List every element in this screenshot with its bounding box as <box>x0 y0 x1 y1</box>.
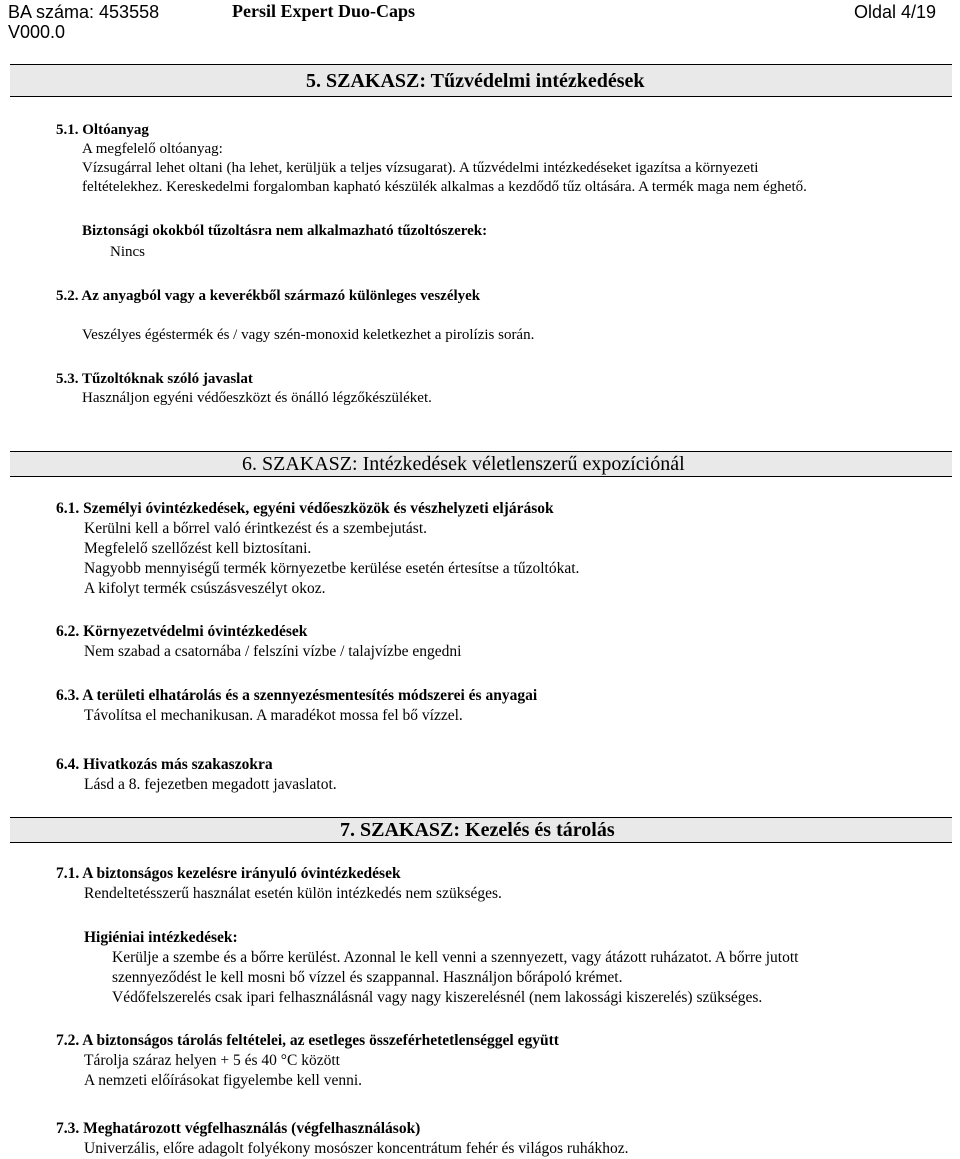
hygiene-line: szennyeződést le kell mosni bő vízzel és szappannal. Használjon bőrápoló krémet. <box>112 969 623 986</box>
text-7-2b: A nemzeti előírásokat figyelembe kell venni. <box>84 1072 363 1089</box>
heading-5-2: 5.2. Az anyagból vagy a keverékből származó különleges veszélyek <box>56 288 481 304</box>
heading-6-3: 6.3. A területi elhatárolás és a szennyezésmentesítés módszerei és anyagai <box>56 687 538 704</box>
hygiene-heading: Higiéniai intézkedések: <box>84 929 238 946</box>
heading-7-2: 7.2. A biztonságos tárolás feltételei, az esetleges összeférhetetlenséggel együtt <box>56 1032 559 1049</box>
hygiene-line: Kerülje a szembe és a bőrre kerülést. Azonnal le kell venni a szennyezett, vagy átázott ruházatot. A bőrre jutott <box>112 949 799 966</box>
text-6-1-line: Megfelelő szellőzést kell biztosítani. <box>84 540 312 557</box>
hygiene-line: Védőfelszerelés csak ipari felhasználásnál vagy nagy kiszerelésnél (nem lakossági kiszerelés) szükséges. <box>112 989 763 1006</box>
text-6-4: Lásd a 8. fejezetben megadott javaslatot. <box>84 776 337 793</box>
text-7-1: Rendeltetésszerű használat esetén külön intézkedés nem szükséges. <box>84 885 502 902</box>
heading-5-3: 5.3. Tűzoltóknak szóló javaslat <box>56 371 253 387</box>
text-7-3: Univerzális, előre adagolt folyékony mosószer koncentrátum fehér és világos ruhákhoz. <box>84 1140 629 1157</box>
text-7-2a: Tárolja száraz helyen + 5 és 40 °C között <box>84 1052 340 1069</box>
text-5-2: Veszélyes égéstermék és / vagy szén-monoxid keletkezhet a pirolízis során. <box>82 327 535 343</box>
heading-7-3: 7.3. Meghatározott végfelhasználás (végfelhasználások) <box>56 1120 421 1137</box>
section-6-title: 6. SZAKASZ: Intézkedések véletlenszerű expozíciónál <box>242 453 685 475</box>
page-number: Oldal 4/19 <box>853 2 936 22</box>
text-5-1a: A megfelelő oltóanyag: <box>82 141 223 157</box>
product-title: Persil Expert Duo-Caps <box>232 1 415 21</box>
text-6-2: Nem szabad a csatornába / felszíni vízbe / talajvízbe engedni <box>84 643 462 660</box>
section-6-bar <box>10 451 952 477</box>
version: V000.0 <box>8 22 66 42</box>
section-7-title: 7. SZAKASZ: Kezelés és tárolás <box>340 819 615 841</box>
section-7-bar <box>10 817 952 843</box>
heading-5-1: 5.1. Oltóanyag <box>56 122 149 138</box>
text-5-1c: feltételekhez. Kereskedelmi forgalomban kapható készülék alkalmas a kezdődő tűz oltására. A termék maga nem éghető. <box>82 179 807 195</box>
section-5-bar <box>10 64 952 97</box>
heading-6-1: 6.1. Személyi óvintézkedések, egyéni védőeszközök és vészhelyzeti eljárások <box>56 500 554 517</box>
text-6-3: Távolítsa el mechanikusan. A maradékot mossa fel bő vízzel. <box>84 707 463 724</box>
unsuitable-value: Nincs <box>110 244 145 260</box>
text-6-1-line: Nagyobb mennyiségű termék környezetbe kerülése esetén értesítse a tűzoltókat. <box>84 560 580 577</box>
heading-7-1: 7.1. A biztonságos kezelésre irányuló óvintézkedések <box>56 865 401 882</box>
section-5-title: 5. SZAKASZ: Tűzvédelmi intézkedések <box>306 70 645 92</box>
text-6-1-line: Kerülni kell a bőrrel való érintkezést és a szembejutást. <box>84 520 428 537</box>
text-6-1-line: A kifolyt termék csúszásveszélyt okoz. <box>84 580 326 597</box>
unsuitable-heading: Biztonsági okokból tűzoltásra nem alkalmazható tűzoltószerek: <box>82 223 488 239</box>
text-5-3: Használjon egyéni védőeszközt és önálló légzőkészüléket. <box>82 390 432 406</box>
heading-6-4: 6.4. Hivatkozás más szakaszokra <box>56 756 273 773</box>
text-5-1b: Vízsugárral lehet oltani (ha lehet, kerüljük a teljes vízsugarat). A tűzvédelmi intézkedéseket igazítsa a környezeti <box>82 160 759 176</box>
ba-number: BA száma: 453558 <box>8 2 160 22</box>
heading-6-2: 6.2. Környezetvédelmi óvintézkedések <box>56 623 308 640</box>
